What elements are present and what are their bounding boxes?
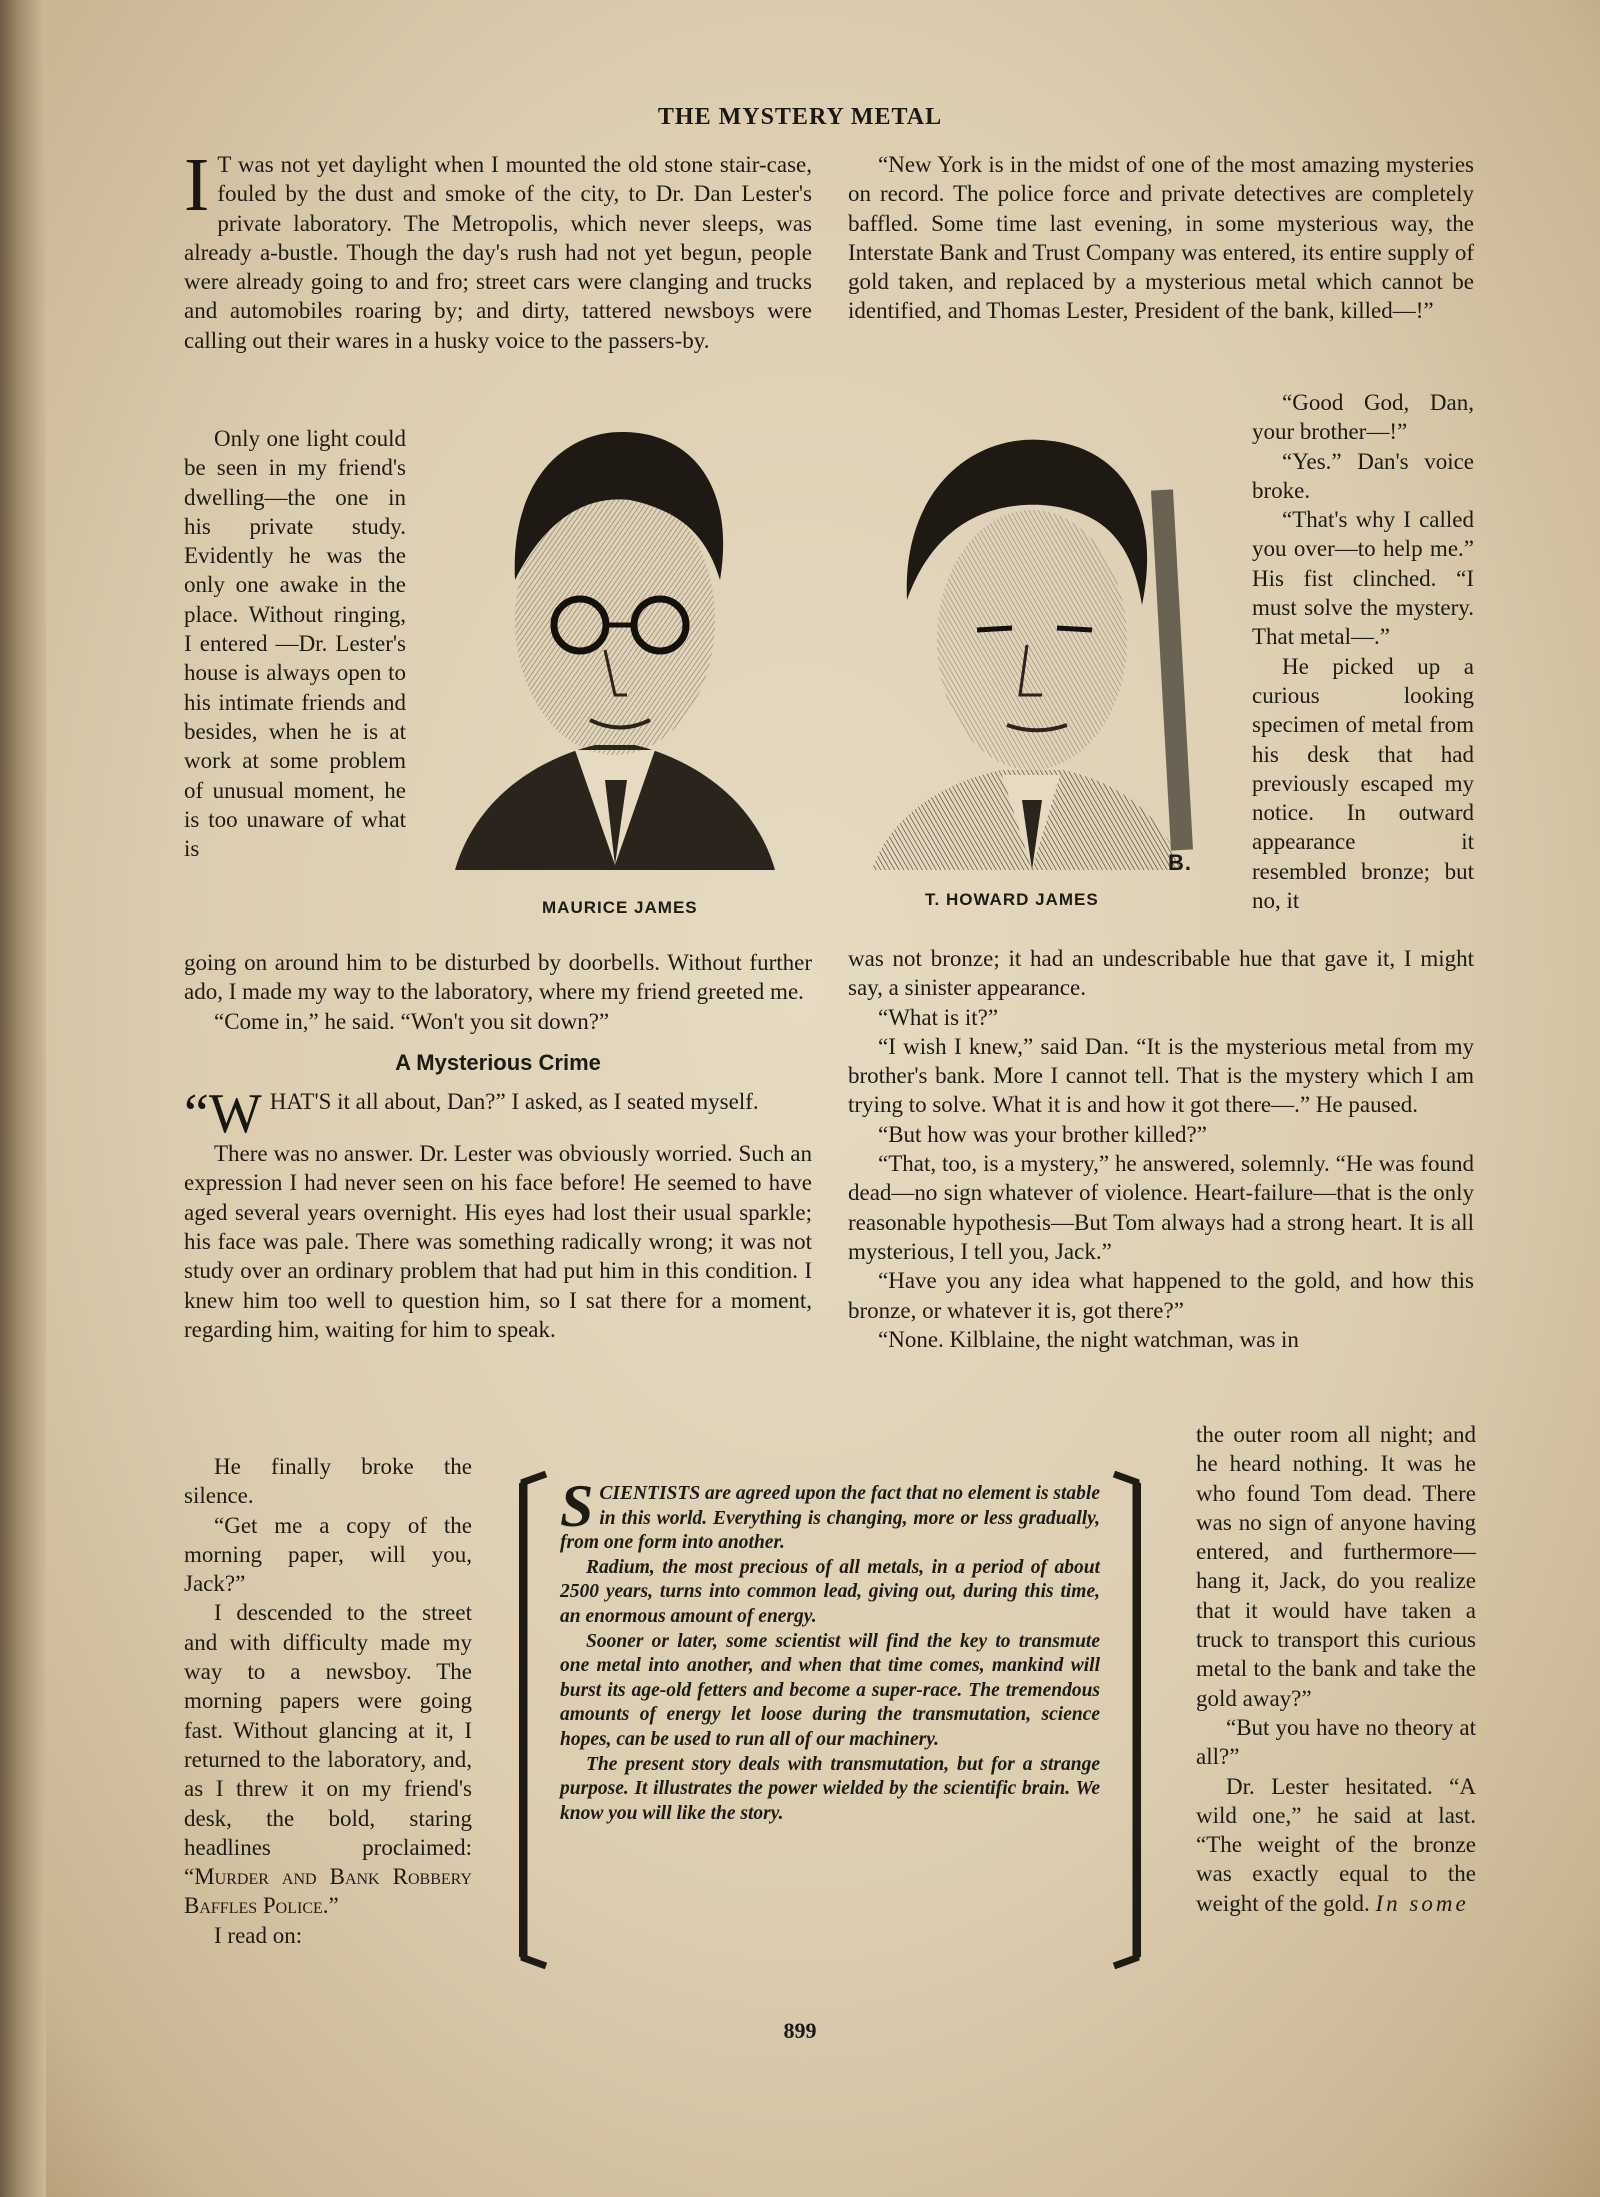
portrait-t-howard-james (862, 430, 1202, 880)
study-paragraph-cont: going on around him to be disturbed by doorbells. Without further ado, I made my way to the laboratory, where my friend greeted me. (184, 950, 812, 1005)
no-theory-paragraph: “But you have no theory at all?” (1196, 1714, 1476, 1770)
hesitated-paragraph (1196, 1772, 1476, 1918)
sidebar-para-1-text: CIENTISTS are agreed upon the fact that no element is stable in this world. Everything is changing, more or less gradually, from one form into another. (560, 1483, 1100, 1554)
sidebar-para-1 (560, 1473, 1100, 1556)
newspaper-headline: “Murder and Bank Robbery Baffles Police.” (184, 1864, 472, 1919)
left-column-bottom (184, 1452, 472, 1950)
none-paragraph: “None. Kilblaine, the night watchman, was in (878, 1326, 1299, 1352)
sidebar-text (560, 1473, 1100, 1826)
drop-cap-w: “W (184, 1083, 262, 1146)
picked-up-paragraph: He picked up a curious looking specimen of metal from his desk that had previously escaped my notice. In outward appearance it resembled bronze; but no, it (1252, 653, 1474, 914)
opening-text: T was not yet daylight when I mounted the old stone stair-case, fouled by the dust and smoke of the city, to Dr. Dan Lester's private laboratory. The Metropolis, which never sleeps, was already a-bustle. Though the day's rush had not yet begun, people were already going to and fro; street cars were clanging and trucks and automobiles roaring by; and dirty, tattered newsboys were calling out their wares in a husky voice to the passers-by. (184, 152, 812, 353)
editorial-sidebar (510, 1470, 1150, 1970)
whats-it-paragraph (184, 1083, 812, 1146)
artist-signature: B. (1168, 850, 1192, 875)
in-some-text: In some (1375, 1890, 1469, 1916)
new-york-paragraph: “New York is in the midst of one of the most amazing mysteries on record. The police force and private detectives are completely baffled. Some time last evening, in some mysterious way, the Interstate Bank and Trust Company was entered, its entire supply of gold taken, and replaced by a mysterious metal which cannot be identified, and Thomas Lester, President of the bank, killed—!” (848, 152, 1474, 324)
whats-it-text: HAT'S it all about, Dan?” I asked, as I seated myself. (269, 1089, 759, 1115)
get-paper-paragraph: “Get me a copy of the morning paper, will you, Jack?” (184, 1512, 472, 1597)
left-bracket-icon (510, 1470, 550, 1970)
how-killed-paragraph: “But how was your brother killed?” (878, 1121, 1207, 1147)
drop-cap: I (184, 143, 210, 227)
what-is-it-paragraph: “What is it?” (878, 1004, 999, 1030)
yes-paragraph: “Yes.” Dan's voice broke. (1252, 448, 1474, 503)
right-column-middle (848, 944, 1474, 1354)
broke-silence-paragraph: He finally broke the silence. (184, 1454, 472, 1509)
that-too-paragraph: “That, too, is a mystery,” he answered, solemnly. “He was found dead—no sign whatever of violence. Heart-failure—that is the only reasonable hypothesis—But Tom always had a strong heart. It is all mysterious, I tell you, Jack.” (848, 1151, 1474, 1264)
right-bracket-icon (1110, 1470, 1150, 1970)
come-in-paragraph: “Come in,” he said. “Won't you sit down?” (214, 1008, 610, 1034)
descended-text: I descended to the street and with difficulty made my way to a newsboy. The morning papers were going fast. Without glancing at it, I returned to the laboratory, and, as I threw it on my friend's desk, the bold, staring headlines proclaimed: (184, 1600, 472, 1860)
portrait-maurice-james (455, 420, 775, 885)
no-answer-paragraph: There was no answer. Dr. Lester was obviously worried. Such an expression I had never seen on his face before! He seemed to have aged several years overnight. His eyes had lost their usual sparkle; his face was pale. There was something radically wrong; it was not study over an ordinary problem that had put him in this condition. I knew him too well to question him, so I sat there for a moment, regarding him, waiting for him to speak. (184, 1141, 812, 1342)
read-on-paragraph: I read on: (214, 1922, 303, 1948)
wish-i-knew-paragraph: “I wish I knew,” said Dan. “It is the mysterious metal from my brother's bank. More I cannot tell. That is the mystery which I am trying to solve. What it is and how it got there—.” He paused. (848, 1033, 1474, 1118)
called-you-paragraph: “That's why I called you over—to help me.” His fist clinched. “I must solve the mystery. That metal—.” (1252, 507, 1474, 650)
right-column-narrow (1252, 388, 1474, 915)
descended-paragraph (184, 1598, 472, 1920)
hesitated-text: Dr. Lester hesitated. “A wild one,” he said at last. “The weight of the bronze was exactly equal to the weight of the gold. (1196, 1773, 1476, 1916)
left-column-narrow (184, 424, 406, 863)
page-number: 899 (783, 2018, 817, 2043)
left-column-top (184, 143, 812, 355)
right-column-top (848, 150, 1474, 326)
caption-maurice-james: MAURICE JAMES (542, 898, 698, 917)
good-god-paragraph: “Good God, Dan, your brother—!” (1252, 390, 1474, 445)
study-paragraph: Only one light could be seen in my friend's dwelling—the one in his private study. Evidently he was the only one awake in the place. Without ringing, I entered —Dr. Lester's house is always open to his intimate friends and besides, when he is at work at some problem of unusual moment, he is too unaware of what is (184, 426, 406, 862)
caption-t-howard-james: T. HOWARD JAMES (925, 890, 1099, 909)
any-idea-paragraph: “Have you any idea what happened to the gold, and how this bronze, or whatever it is, got there?” (848, 1268, 1474, 1323)
right-column-bottom (1196, 1420, 1476, 1918)
sidebar-drop-cap: S (560, 1473, 594, 1539)
sidebar-para-4: The present story deals with transmutation, but for a strange purpose. It illustrates the power wielded by the scientific brain. We know you will like the story. (560, 1753, 1100, 1824)
page-spine-edge (0, 0, 46, 2197)
page-header: THE MYSTERY METAL (657, 104, 943, 130)
picked-up-cont: was not bronze; it had an undescribable hue that gave it, I might say, a sinister appearance. (848, 946, 1474, 1001)
left-column-middle (184, 948, 812, 1344)
section-subhead: A Mysterious Crime (395, 1049, 601, 1075)
sidebar-para-2: Radium, the most precious of all metals, in a period of about 2500 years, turns into common lead, giving out, during this time, an enormous amount of energy. (560, 1556, 1100, 1627)
sidebar-para-3: Sooner or later, some scientist will find the key to transmute one metal into another, and when that time comes, mankind will burst its age-old fetters and become a super-race. The tremendous amounts of energy let loose during the transmutation, science hopes, can be used to run all of our machinery. (560, 1630, 1100, 1750)
opening-paragraph (184, 143, 812, 355)
none-paragraph-cont: the outer room all night; and he heard nothing. It was he who found Tom dead. There was no sign of anyone having entered, and furthermore—hang it, Jack, do you realize that it would have taken a truck to transport this curious metal to the bank and take the gold away?” (1196, 1422, 1476, 1711)
